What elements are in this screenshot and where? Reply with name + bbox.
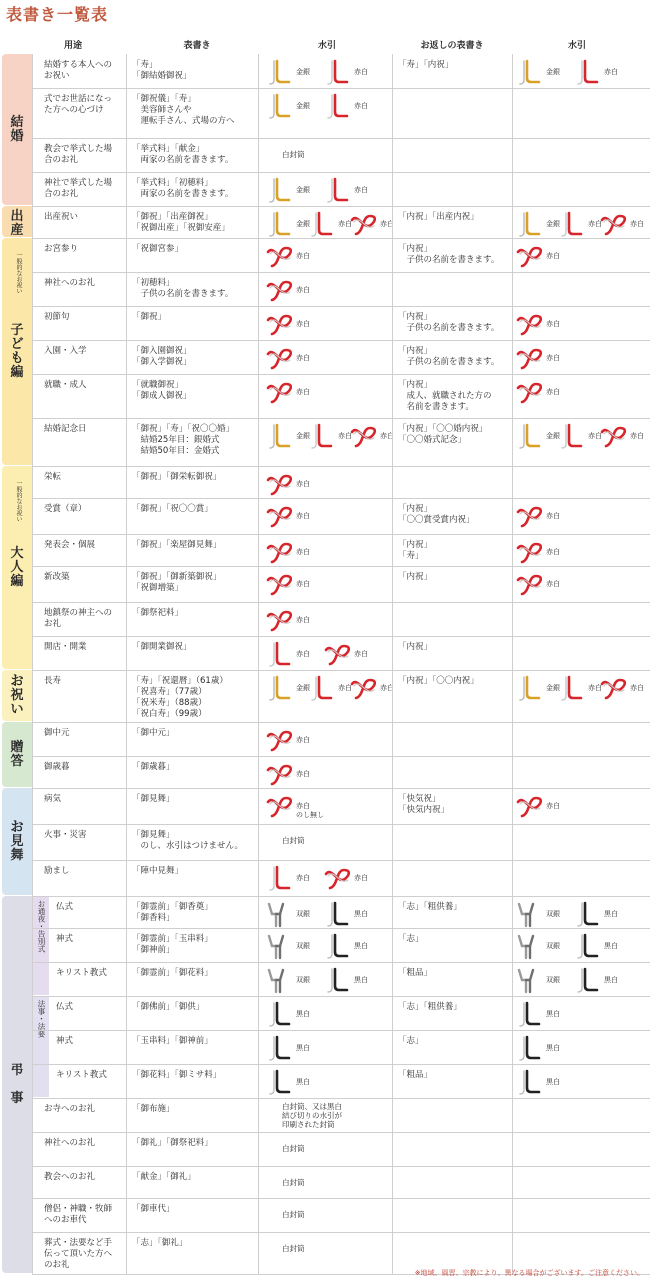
mizuhiki-knot <box>264 502 294 530</box>
mizuhiki-knot <box>306 210 336 238</box>
row-use: 励まし <box>44 866 70 876</box>
table-row <box>32 756 650 789</box>
table-row <box>32 1030 650 1065</box>
mizuhiki-label: 赤白 <box>546 354 560 362</box>
mizuhiki-label: 双銀 <box>296 942 310 950</box>
row-use: 結婚する本人への お祝い <box>44 60 113 81</box>
row-omotegaki: 「御霊前」「御花料」 <box>132 968 213 978</box>
mizuhiki-knot <box>264 344 294 372</box>
mizuhiki-label: 赤白 <box>354 102 368 110</box>
row-use: 神社へのお礼 <box>44 1138 96 1148</box>
category-band <box>2 896 32 1273</box>
mizuhiki-knot <box>264 242 294 270</box>
row-use: お寺へのお礼 <box>44 1104 96 1114</box>
row-omotegaki: 「御佛前」「御供」 <box>132 1002 205 1012</box>
mizuhiki-label: 金銀 <box>296 684 310 692</box>
category-band <box>2 466 32 669</box>
row-return-omotegaki: 「内祝」 <box>398 642 433 652</box>
row-omotegaki: 「挙式料」「初穂料」 両家の名前を書きます。 <box>132 178 234 199</box>
row-omotegaki: 「祝御宮参」 <box>132 244 184 254</box>
header-use: 用途 <box>63 41 82 51</box>
table-row <box>32 88 650 139</box>
mizuhiki-label: 赤白 <box>588 220 602 228</box>
row-use: 栄転 <box>44 472 62 482</box>
mizuhiki-label: 赤白 <box>296 480 310 488</box>
mizuhiki-knot <box>572 58 602 86</box>
table-row <box>32 636 650 671</box>
row-return-omotegaki: 「内祝」「〇〇内祝」 <box>398 676 479 686</box>
mizuhiki-knot <box>514 344 544 372</box>
row-use: 地鎮祭の神主への お礼 <box>44 608 113 629</box>
row-use: 初節句 <box>44 312 70 322</box>
row-return-omotegaki: 「内祝」「〇〇婚内祝」 「〇〇婚式記念」 <box>398 424 488 445</box>
mizuhiki-label: 赤白 <box>604 68 618 76</box>
row-return-omotegaki: 「内祝」 成人、就職された方の 名前を書きます。 <box>398 380 492 412</box>
table-row <box>32 466 650 499</box>
mizuhiki-label: 赤白 <box>380 432 394 440</box>
envelope-note: 白封筒 <box>282 1244 305 1253</box>
envelope-note: 白封筒、又は黒白 結び切りの水引が 印刷された封筒 <box>282 1102 342 1129</box>
mizuhiki-knot <box>264 864 294 892</box>
row-omotegaki: 「御布施」 <box>132 1104 175 1114</box>
table-row <box>32 860 650 897</box>
row-return-omotegaki: 「内祝」 子供の名前を書きます。 <box>398 346 500 367</box>
row-omotegaki: 「御中元」 <box>132 728 175 738</box>
page-title: 表書き一覧表 <box>6 5 109 24</box>
row-omotegaki: 「御入園御祝」 「御入学御祝」 <box>132 346 192 367</box>
mizuhiki-label: 赤白 <box>296 512 310 520</box>
table-row <box>32 172 650 207</box>
mizuhiki-label: 赤白 <box>546 252 560 260</box>
mizuhiki-knot <box>348 422 378 450</box>
mizuhiki-label: 黒白 <box>354 910 368 918</box>
mizuhiki-label: 赤白 <box>296 252 310 260</box>
mizuhiki-knot <box>264 674 294 702</box>
mizuhiki-knot <box>264 422 294 450</box>
column-divider <box>392 54 393 1274</box>
mizuhiki-knot <box>264 378 294 406</box>
mizuhiki-label: 金銀 <box>296 68 310 76</box>
category-label: 出 産 <box>10 209 24 238</box>
table-row <box>32 722 650 757</box>
mizuhiki-label: 黒白 <box>546 1044 560 1052</box>
mizuhiki-label: 赤白 <box>630 432 644 440</box>
table-row <box>32 602 650 637</box>
envelope-note: 白封筒 <box>282 150 305 159</box>
mizuhiki-label: 赤白 <box>296 874 310 882</box>
category-band <box>2 670 32 721</box>
noshi-label: のし無し <box>296 811 324 819</box>
mizuhiki-knot <box>264 966 294 994</box>
table-row <box>32 566 650 603</box>
row-return-omotegaki: 「内祝」 子供の名前を書きます。 <box>398 244 500 265</box>
row-use: 出産祝い <box>44 212 79 222</box>
row-omotegaki: 「御車代」 <box>132 1204 175 1214</box>
row-use: 式でお世話になっ た方への心づけ <box>44 94 113 115</box>
envelope-note: 白封筒 <box>282 1210 305 1219</box>
table-row <box>32 138 650 173</box>
row-omotegaki: 「玉串料」「御神前」 <box>132 1036 213 1046</box>
mizuhiki-label: 赤白 <box>630 684 644 692</box>
row-omotegaki: 「御花料」「御ミサ料」 <box>132 1070 222 1080</box>
row-return-omotegaki: 「内祝」 「〇〇賞受賞内祝」 <box>398 504 475 525</box>
mizuhiki-label: 赤白 <box>296 548 310 556</box>
mizuhiki-knot <box>264 210 294 238</box>
row-omotegaki: 「御祝」「出産御祝」 「祝御出産」「祝御安産」 <box>132 212 230 233</box>
mizuhiki-knot <box>556 422 586 450</box>
mizuhiki-knot <box>264 760 294 788</box>
row-omotegaki: 「御祝」「寿」「祝〇〇婚」 結婚25年目：銀婚式 結婚50年目：金婚式 <box>132 424 235 456</box>
envelope-note: 白封筒 <box>282 1178 305 1187</box>
mizuhiki-knot <box>322 932 352 960</box>
row-use: 長寿 <box>44 676 62 686</box>
envelope-note: 白封筒 <box>282 1144 305 1153</box>
category-label: 子 ど も 編 <box>10 323 24 380</box>
table-row <box>32 272 650 307</box>
category-band <box>2 206 32 237</box>
mizuhiki-label: 黒白 <box>546 1010 560 1018</box>
mizuhiki-label: 金銀 <box>546 220 560 228</box>
table-row <box>32 1064 650 1099</box>
mizuhiki-label: 金銀 <box>296 220 310 228</box>
row-omotegaki: 「御祝」「御新築御祝」 「祝御増築」 <box>132 572 222 593</box>
row-use: 火事・災害 <box>44 830 87 840</box>
mizuhiki-knot <box>514 900 544 928</box>
header-name: 表書き <box>183 41 211 51</box>
header-mizuhiki: 水引 <box>317 41 336 51</box>
mizuhiki-knot <box>306 674 336 702</box>
row-use: 神社で挙式した場 合のお礼 <box>44 178 113 199</box>
row-omotegaki: 「献金」「御礼」 <box>132 1172 196 1182</box>
category-label: 贈 答 <box>10 740 24 769</box>
mizuhiki-knot <box>556 210 586 238</box>
mizuhiki-knot <box>514 310 544 338</box>
table-row <box>32 996 650 1031</box>
table-row <box>32 962 650 997</box>
mizuhiki-label: 赤白 <box>296 320 310 328</box>
mizuhiki-knot <box>572 932 602 960</box>
row-omotegaki: 「御霊前」「御香奠」 「御香料」 <box>132 902 213 923</box>
table-row <box>32 928 650 963</box>
table-row <box>32 238 650 273</box>
row-omotegaki: 「就職御祝」 「御成人御祝」 <box>132 380 192 401</box>
row-omotegaki: 「御祝」 <box>132 312 167 322</box>
mizuhiki-label: 赤白 <box>296 650 310 658</box>
category-sublabel: 一般的なお祝い <box>15 480 22 522</box>
mizuhiki-knot <box>264 176 294 204</box>
mizuhiki-knot <box>264 1068 294 1096</box>
column-divider <box>126 54 127 1274</box>
mizuhiki-knot <box>514 1068 544 1096</box>
mizuhiki-label: 黒白 <box>604 942 618 950</box>
row-use: 御歳暮 <box>44 762 70 772</box>
table-row <box>32 1198 650 1233</box>
mizuhiki-label: 黒白 <box>296 1044 310 1052</box>
table-row <box>32 498 650 535</box>
row-omotegaki: 「御霊前」「玉串料」 「御神前」 <box>132 934 213 955</box>
mizuhiki-label: 黒白 <box>296 1010 310 1018</box>
row-use: 神式 <box>56 934 74 944</box>
row-omotegaki: 「寿」 「御結婚御祝」 <box>132 60 192 81</box>
row-omotegaki: 「初穂料」 子供の名前を書きます。 <box>132 278 234 299</box>
mizuhiki-label: 金銀 <box>296 102 310 110</box>
mizuhiki-label: 赤白 <box>380 220 394 228</box>
mizuhiki-knot <box>264 538 294 566</box>
table-row <box>32 54 650 89</box>
mizuhiki-label: 赤白 <box>296 616 310 624</box>
mizuhiki-knot <box>598 422 628 450</box>
category-sublabel: 一般的なお祝い <box>15 252 22 294</box>
mizuhiki-knot <box>264 932 294 960</box>
category-band <box>2 788 32 895</box>
category-band <box>2 238 32 465</box>
mizuhiki-knot <box>514 210 544 238</box>
category-label: お 祝 い <box>10 674 24 717</box>
mizuhiki-knot <box>514 674 544 702</box>
row-return-omotegaki: 「志」「粗供養」 <box>398 902 462 912</box>
row-use: お宮参り <box>44 244 79 254</box>
mizuhiki-knot <box>322 92 352 120</box>
row-use: キリスト教式 <box>56 1070 107 1080</box>
row-use: 教会で挙式した場 合のお礼 <box>44 144 113 165</box>
row-return-omotegaki: 「志」 <box>398 1036 424 1046</box>
mizuhiki-knot <box>514 1000 544 1028</box>
row-use: 病気 <box>44 794 62 804</box>
mizuhiki-label: 赤白 <box>354 186 368 194</box>
row-use: 発表会・個展 <box>44 540 96 550</box>
row-use: 神式 <box>56 1036 74 1046</box>
mizuhiki-label: 双銀 <box>296 976 310 984</box>
row-return-omotegaki: 「内祝」 <box>398 572 433 582</box>
mizuhiki-label: 赤白 <box>296 286 310 294</box>
mizuhiki-label: 赤白 <box>296 388 310 396</box>
table-row <box>32 340 650 375</box>
row-omotegaki: 「御祝」「楽屋御見舞」 <box>132 540 222 550</box>
mizuhiki-label: 赤白 <box>296 802 310 810</box>
mizuhiki-knot <box>264 606 294 634</box>
mizuhiki-label: 双銀 <box>546 910 560 918</box>
mizuhiki-knot <box>514 966 544 994</box>
row-use: 教会へのお礼 <box>44 1172 96 1182</box>
row-return-omotegaki: 「粗品」 <box>398 968 433 978</box>
table-row <box>32 1166 650 1199</box>
category-label: 結 婚 <box>10 115 24 144</box>
row-omotegaki: 「御祝」「御栄転御祝」 <box>132 472 222 482</box>
row-return-omotegaki: 「内祝」「出産内祝」 <box>398 212 479 222</box>
mizuhiki-knot <box>264 900 294 928</box>
mizuhiki-knot <box>556 674 586 702</box>
table-row <box>32 1098 650 1133</box>
row-use: 御中元 <box>44 728 70 738</box>
mizuhiki-knot <box>264 470 294 498</box>
row-omotegaki: 「挙式料」「献金」 両家の名前を書きます。 <box>132 144 234 165</box>
mizuhiki-label: 赤白 <box>546 548 560 556</box>
row-use: 葬式・法要など手 伝って頂いた方へ のお礼 <box>44 1238 113 1270</box>
category-label: お 見 舞 <box>10 820 24 863</box>
row-use: キリスト教式 <box>56 968 107 978</box>
mizuhiki-knot <box>322 640 352 668</box>
footer-note: ※地域、風習、宗教により、異なる場合がございます。ご注意ください。 <box>414 1269 644 1277</box>
table-row <box>32 1132 650 1167</box>
table-row <box>32 534 650 567</box>
category-band <box>2 54 32 205</box>
mizuhiki-label: 赤白 <box>296 770 310 778</box>
mizuhiki-label: 黒白 <box>546 1078 560 1086</box>
row-omotegaki: 「御見舞」 <box>132 794 175 804</box>
row-use: 開店・開業 <box>44 642 87 652</box>
mizuhiki-knot <box>598 674 628 702</box>
table-row <box>32 788 650 825</box>
row-use: 受賞（章） <box>44 504 87 514</box>
mizuhiki-knot <box>514 242 544 270</box>
row-return-omotegaki: 「寿」「内祝」 <box>398 60 454 70</box>
subcategory-label: お通夜・告別式 <box>37 900 46 953</box>
row-return-omotegaki: 「快気祝」 「快気内祝」 <box>398 794 450 815</box>
row-use: 僧侶・神職・牧師 へのお車代 <box>44 1204 113 1225</box>
mizuhiki-label: 赤白 <box>338 684 352 692</box>
mizuhiki-knot <box>348 674 378 702</box>
mizuhiki-label: 赤白 <box>354 68 368 76</box>
row-return-omotegaki: 「志」「粗供養」 <box>398 1002 462 1012</box>
mizuhiki-label: 赤白 <box>588 684 602 692</box>
mizuhiki-label: 金銀 <box>296 186 310 194</box>
mizuhiki-label: 黒白 <box>354 976 368 984</box>
table-row <box>32 206 650 239</box>
mizuhiki-label: 赤白 <box>296 580 310 588</box>
mizuhiki-knot <box>322 176 352 204</box>
mizuhiki-label: 赤白 <box>546 802 560 810</box>
mizuhiki-label: 金銀 <box>546 684 560 692</box>
mizuhiki-knot <box>514 792 544 820</box>
category-label: 大 人 編 <box>10 546 24 589</box>
mizuhiki-knot <box>264 58 294 86</box>
column-divider <box>512 54 513 1274</box>
mizuhiki-label: 黒白 <box>296 1078 310 1086</box>
row-use: 結婚記念日 <box>44 424 87 434</box>
table-row <box>32 306 650 341</box>
mizuhiki-knot <box>348 210 378 238</box>
mizuhiki-knot <box>264 310 294 338</box>
row-use: 就職・成人 <box>44 380 87 390</box>
mizuhiki-knot <box>264 726 294 754</box>
row-use: 神社へのお礼 <box>44 278 96 288</box>
mizuhiki-knot <box>264 792 294 820</box>
table-row <box>32 374 650 419</box>
mizuhiki-label: 赤白 <box>338 432 352 440</box>
mizuhiki-label: 赤白 <box>380 684 394 692</box>
mizuhiki-label: 双銀 <box>546 976 560 984</box>
mizuhiki-label: 赤白 <box>546 388 560 396</box>
mizuhiki-label: 黒白 <box>354 942 368 950</box>
table-row <box>32 824 650 861</box>
header-return-mizuhiki: 水引 <box>567 41 586 51</box>
mizuhiki-knot <box>514 58 544 86</box>
mizuhiki-label: 黒白 <box>604 910 618 918</box>
mizuhiki-label: 赤白 <box>546 512 560 520</box>
mizuhiki-knot <box>514 538 544 566</box>
mizuhiki-label: 赤白 <box>296 736 310 744</box>
mizuhiki-knot <box>514 422 544 450</box>
mizuhiki-knot <box>264 92 294 120</box>
row-omotegaki: 「寿」「祝還暦」（61歳） 「祝喜寿」（77歳） 「祝米寿」（88歳） 「祝白寿」（99歳） <box>132 676 228 719</box>
header-return-name: お返しの表書き <box>420 41 484 51</box>
mizuhiki-knot <box>572 966 602 994</box>
mizuhiki-label: 金銀 <box>546 68 560 76</box>
mizuhiki-label: 赤白 <box>546 580 560 588</box>
envelope-note: 白封筒 <box>282 836 305 845</box>
row-return-omotegaki: 「志」 <box>398 934 424 944</box>
mizuhiki-label: 赤白 <box>588 432 602 440</box>
mizuhiki-label: 赤白 <box>354 650 368 658</box>
row-use: 新改築 <box>44 572 70 582</box>
mizuhiki-label: 赤白 <box>338 220 352 228</box>
row-omotegaki: 「御祝」「祝〇〇賞」 <box>132 504 213 514</box>
mizuhiki-label: 黒白 <box>604 976 618 984</box>
row-use: 入園・入学 <box>44 346 87 356</box>
row-omotegaki: 「御祭祀料」 <box>132 608 184 618</box>
subcategory-label: 法事・法要 <box>37 1000 46 1038</box>
mizuhiki-knot <box>264 640 294 668</box>
mizuhiki-label: 赤白 <box>546 320 560 328</box>
row-omotegaki: 「御歳暮」 <box>132 762 175 772</box>
row-omotegaki: 「御礼」「御祭祀料」 <box>132 1138 213 1148</box>
mizuhiki-knot <box>514 1034 544 1062</box>
mizuhiki-knot <box>514 570 544 598</box>
row-return-omotegaki: 「内祝」 「寿」 <box>398 540 433 561</box>
category-label: 弔 事 <box>10 1063 24 1106</box>
mizuhiki-label: 双銀 <box>296 910 310 918</box>
mizuhiki-knot <box>264 276 294 304</box>
column-divider <box>258 54 259 1274</box>
mizuhiki-label: 赤白 <box>354 874 368 882</box>
column-divider <box>32 54 33 1274</box>
row-omotegaki: 「陣中見舞」 <box>132 866 184 876</box>
mizuhiki-knot <box>306 422 336 450</box>
mizuhiki-label: 赤白 <box>296 354 310 362</box>
category-band <box>2 722 32 787</box>
mizuhiki-knot <box>322 58 352 86</box>
row-return-omotegaki: 「粗品」 <box>398 1070 433 1080</box>
mizuhiki-knot <box>322 864 352 892</box>
mizuhiki-knot <box>264 1000 294 1028</box>
mizuhiki-label: 金銀 <box>546 432 560 440</box>
mizuhiki-label: 赤白 <box>630 220 644 228</box>
mizuhiki-knot <box>572 900 602 928</box>
row-omotegaki: 「志」「御礼」 <box>132 1238 188 1248</box>
mizuhiki-knot <box>598 210 628 238</box>
mizuhiki-label: 金銀 <box>296 432 310 440</box>
row-omotegaki: 「御見舞」 のし、水引はつけません。 <box>132 830 244 851</box>
row-use: 仏式 <box>56 902 74 912</box>
mizuhiki-knot <box>514 502 544 530</box>
mizuhiki-knot <box>322 966 352 994</box>
table-row <box>32 670 650 723</box>
mizuhiki-knot <box>514 932 544 960</box>
mizuhiki-label: 双銀 <box>546 942 560 950</box>
row-use: 仏式 <box>56 1002 74 1012</box>
mizuhiki-knot <box>322 900 352 928</box>
table-row <box>32 418 650 467</box>
row-omotegaki: 「御開業御祝」 <box>132 642 192 652</box>
row-return-omotegaki: 「内祝」 子供の名前を書きます。 <box>398 312 500 333</box>
mizuhiki-knot <box>264 570 294 598</box>
mizuhiki-knot <box>264 1034 294 1062</box>
row-omotegaki: 「御祝儀」「寿」 美容師さんや 運転手さん、式場の方へ <box>132 94 235 126</box>
table-row <box>32 896 650 929</box>
mizuhiki-knot <box>514 378 544 406</box>
